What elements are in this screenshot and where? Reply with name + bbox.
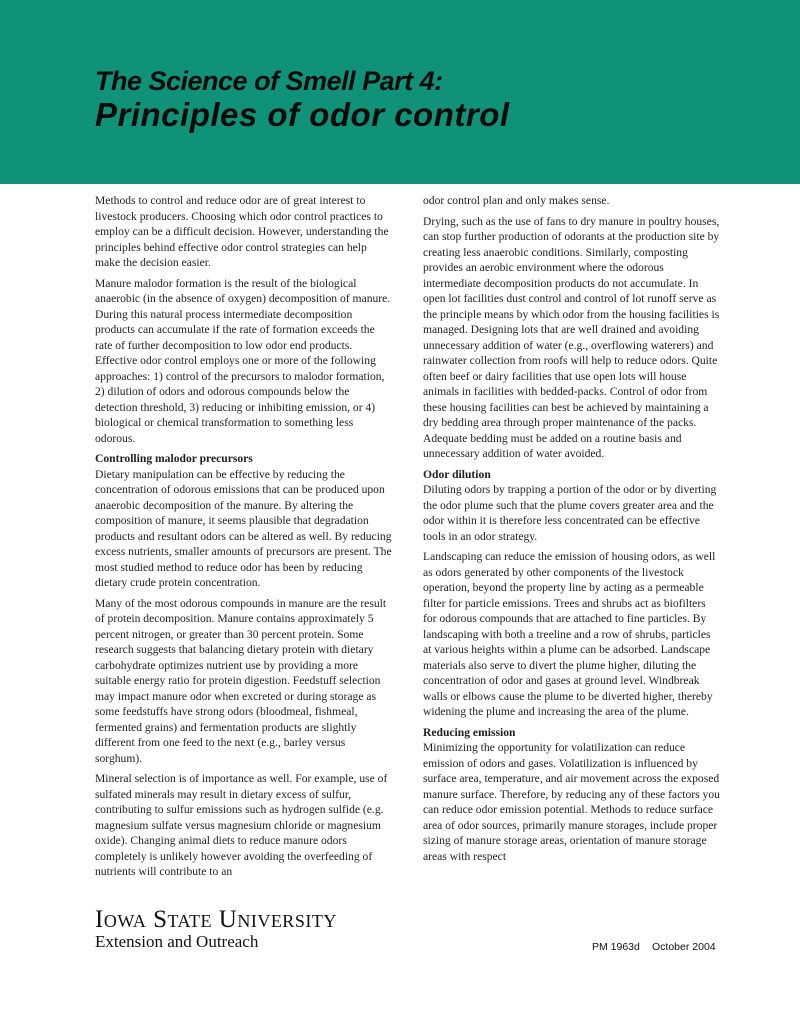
paragraph: odor control plan and only makes sense. [423, 194, 610, 207]
paragraph: Many of the most odorous compounds in manure are the result of protein decomposition. Manure contains approximately 5 percent nitrogen, or greater than 30 percent protein. Some research suggests that balancing dietary protein with dietary carbohydrate optimizes nutrient use by providing a more suitable energy ratio for protein digestion. Feedstuff selection may impact manure odor when excreted or during storage as some feedstuffs have strong odors (bloodmeal, fishmeal, fermented grains) and fermentation products are slightly different from one feed to the next (e.g., barley versus sorghum). [95, 596, 387, 765]
publication-number: PM 1963d [592, 941, 640, 953]
section-heading: Reducing emission [423, 725, 516, 739]
paragraph: Minimizing the opportunity for volatilization can reduce emission of odors and gases. Volatilization is influenced by surface area, temperature, and air movement across the exposed manure surface. Therefore, by reducing any of these factors you can reduce odor emission potential. Methods to reduce surface area of odor sources, primarily manure storages, include proper sizing of manure storage areas, orientation of manure storage areas with respect [423, 741, 720, 863]
paragraph: Drying, such as the use of fans to dry manure in poultry houses, can stop further production of odorants at the production site by creating less anaerobic conditions. Similarly, composting provides an aerobic environment where the odorous intermediate decomposition products do not accumulate. In open lot facilities dust control and control of lot runoff serve as the principle means by which odor from the housing facilities is managed. Designing lots that are well drained and avoiding unnecessary addition of water (e.g., overflowing waterers) and rainwater collection from roofs will help to reduce odors. Quite often beef or dairy facilities that use open lots will house animals in facilities with bedded-packs. Control of odor from these housing facilities can best be achieved by maintaining a dry bedding area through proper maintenance of the packs. Adequate bedding must be added on a routine basis and unnecessary addition of water avoided. [423, 214, 720, 460]
publication-date: October 2004 [652, 941, 716, 953]
paragraph: Mineral selection is of importance as well. For example, use of sulfated minerals may result in dietary excess of sulfur, contributing to sulfur emissions such as hydrogen sulfide (e.g. magnesium sulfate versus magnesium chloride or magnesium oxide). Changing animal diets to reduce manure odors completely is unlikely however avoiding the overfeeding of nutrients will contribute to an [95, 772, 388, 878]
section-heading: Odor dilution [423, 467, 491, 481]
page-title: The Science of Smell Part 4: [95, 66, 443, 96]
right-column [423, 193, 721, 869]
paragraph: Methods to control and reduce odor are of great interest to livestock producers. Choosing which odor control practices to employ can be a difficult decision. However, understanding the principles behind effective odor control strategies can help make the decision easier. [95, 194, 389, 269]
header-banner [0, 0, 800, 184]
left-column [95, 193, 393, 885]
paragraph: Landscaping can reduce the emission of housing odors, as well as odors generated by other components of the livestock operation, beyond the property line by acting as a permeable filter for particle emissions. Trees and shrubs act as biofilters for odorous compounds that are attached to fine particles. By landscaping with both a treeline and a row of shrubs, particles at various heights within a plume can be adsorbed. Landscape materials also serve to divert the plume higher, diluting the concentration of odor and gases at ground level. Windbreak walls or elbows cause the plume to be diverted higher, thereby widening the plume and increasing the area of the plume. [423, 550, 716, 718]
paragraph: Diluting odors by trapping a portion of the odor or by diverting the odor plume such that the plume covers greater area and the odor within it is therefore less concentrated can be effective tools in an odor strategy. [423, 483, 717, 543]
paragraph: Manure malodor formation is the result of the biological anaerobic (in the absence of oxygen) decomposition of manure. During this natural process intermediate decomposition products can accumulate if the rate of formation exceeds the rate of further decomposition to low odor end products. Effective odor control employs one or more of the following approaches: 1) control of the precursors to malodor formation, 2) dilution of odors and odorous compounds below the detection threshold, 3) reducing or inhibiting emission, or 4) biological or chemical transformation to something less odorous. [95, 276, 391, 445]
paragraph: Dietary manipulation can be effective by reducing the concentration of odorous emissions that can be produced upon anaerobic decomposition of the manure. By altering the composition of manure, it seems plausible that degradation products and resultant odors can be altered as well. By reducing excess nutrients, smaller amounts of precursors are present. The most studied method to reduce odor has been by reducing dietary crude protein concentration. [95, 467, 392, 589]
section-heading: Controlling malodor precursors [95, 452, 253, 465]
page-subtitle: Principles of odor control [95, 96, 510, 133]
university-logo-text: Iowa State University [95, 906, 337, 933]
extension-label: Extension and Outreach [95, 932, 259, 951]
